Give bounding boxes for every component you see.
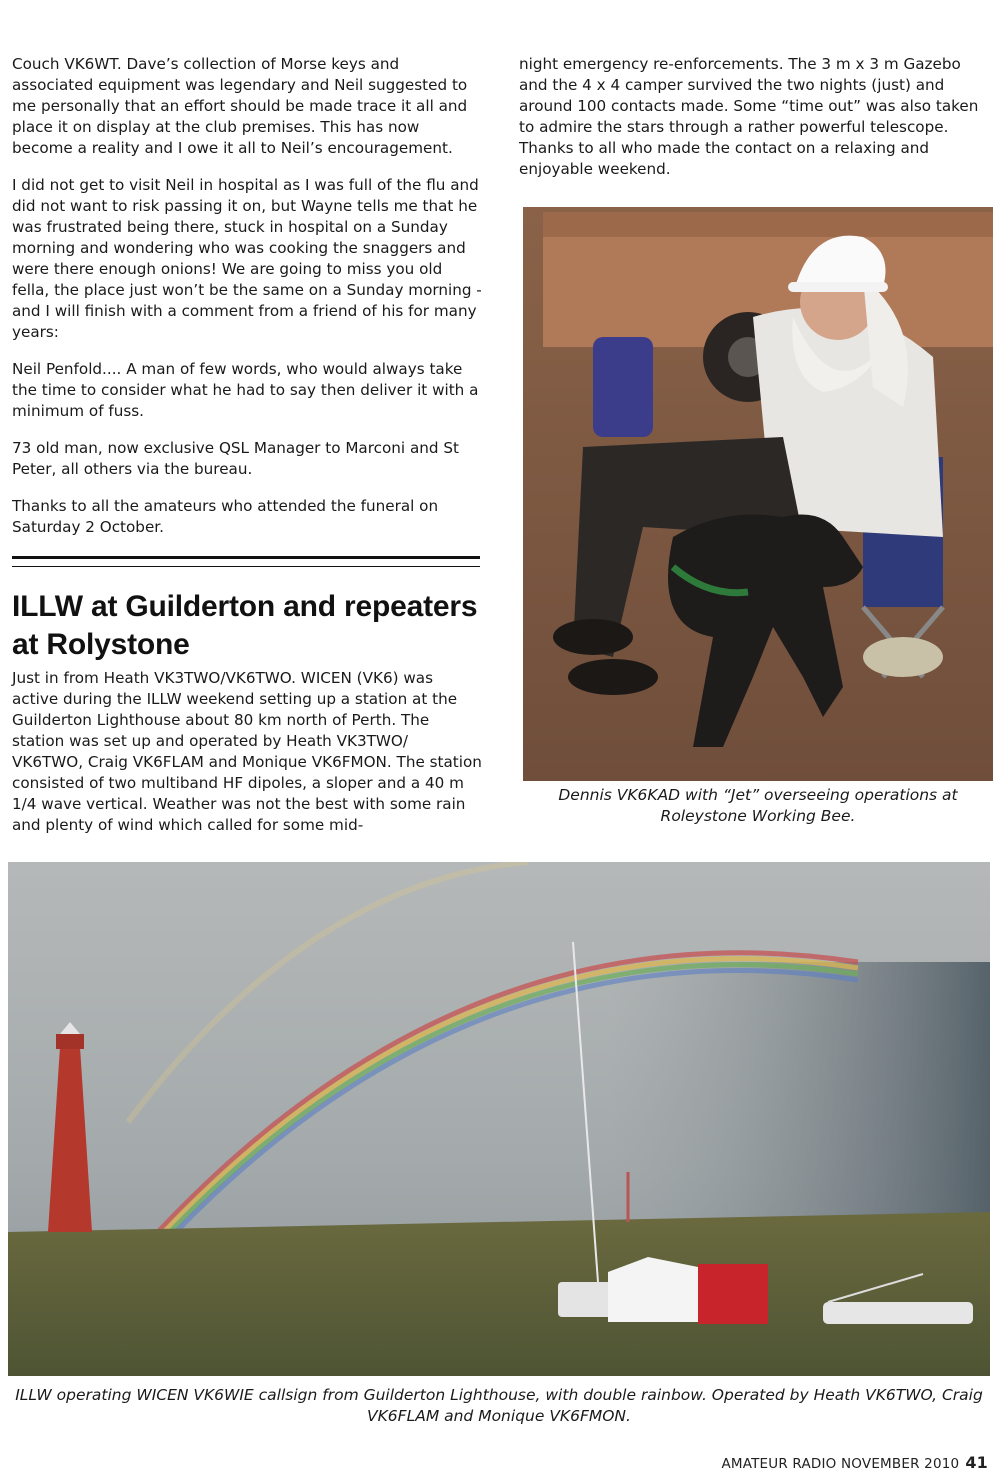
dennis-caption: Dennis VK6KAD with “Jet” overseeing operations at Roleystone Working Bee. [558,786,958,825]
article-body [12,668,482,852]
paragraph-qsl-manager: 73 old man, now exclusive QSL Manager to Marconi and St Peter, all others via the bureau. [12,439,459,478]
article-heading: ILLW at Guilderton and repeaters at Rolystone [12,590,478,661]
paragraph-hospital: I did not get to visit Neil in hospital as I was full of the flu and did not want to risk passing it on, but Wayne tells me that he was frustrated being there, stuck in hospital on a Sunday morning and wondering who was cooking the snaggers and were there enough onions! We are going to miss you old fella, the place just won’t be the same on a Sunday morning - and I will finish with a comment from a friend of his for many years: [12,176,482,341]
section-divider [12,556,480,567]
lighthouse-photo [8,862,990,1376]
publication-name: AMATEUR RADIO NOVEMBER 2010 [721,1456,960,1472]
left-column [12,54,482,554]
dennis-photo [523,207,993,781]
paragraph-funeral-thanks: Thanks to all the amateurs who attended the funeral on Saturday 2 October. [12,497,439,536]
continuation-paragraph: night emergency re-enforcements. The 3 m x 3 m Gazebo and the 4 x 4 camper survived the two nights (just) and around 100 contacts made. Some “time out” was also taken to admire the stars through a rather powerful telescope. Thanks to all who made the contact on a relaxing and enjoyable weekend. [519,55,979,178]
paragraph-morse-keys: Couch VK6WT. Dave’s collection of Morse keys and associated equipment was legendary and Neil suggested to me personally that an effort should be made trace it all and place it on display at the club premises. This has now become a reality and I owe it all to Neil’s encouragement. [12,55,468,157]
paragraph-neil-penfold: Neil Penfold.... A man of few words, who would always take the time to consider what he had to say then deliver it with a minimum of fuss. [12,360,479,420]
article-paragraph: Just in from Heath VK3TWO/VK6TWO. WICEN (VK6) was active during the ILLW weekend setting up a station at the Guilderton Lighthouse about 80 km north of Perth. The station was set up and operated by Heath VK3TWO/ VK6TWO, Craig VK6FLAM and Monique VK6FMON. The station consisted of two multiband HF dipoles, a sloper and a 40 m 1/4 wave vertical. Weather was not the best with some rain and plenty of wind which called for some mid- [12,669,482,834]
lighthouse-caption: ILLW operating WICEN VK6WIE callsign from Guilderton Lighthouse, with double rainbow. Operated by Heath VK6TWO, Craig VK6FLAM and Monique VK6FMON. [15,1386,983,1425]
page-footer [721,1453,988,1472]
article-continuation [519,54,989,196]
page-number: 41 [965,1453,988,1472]
